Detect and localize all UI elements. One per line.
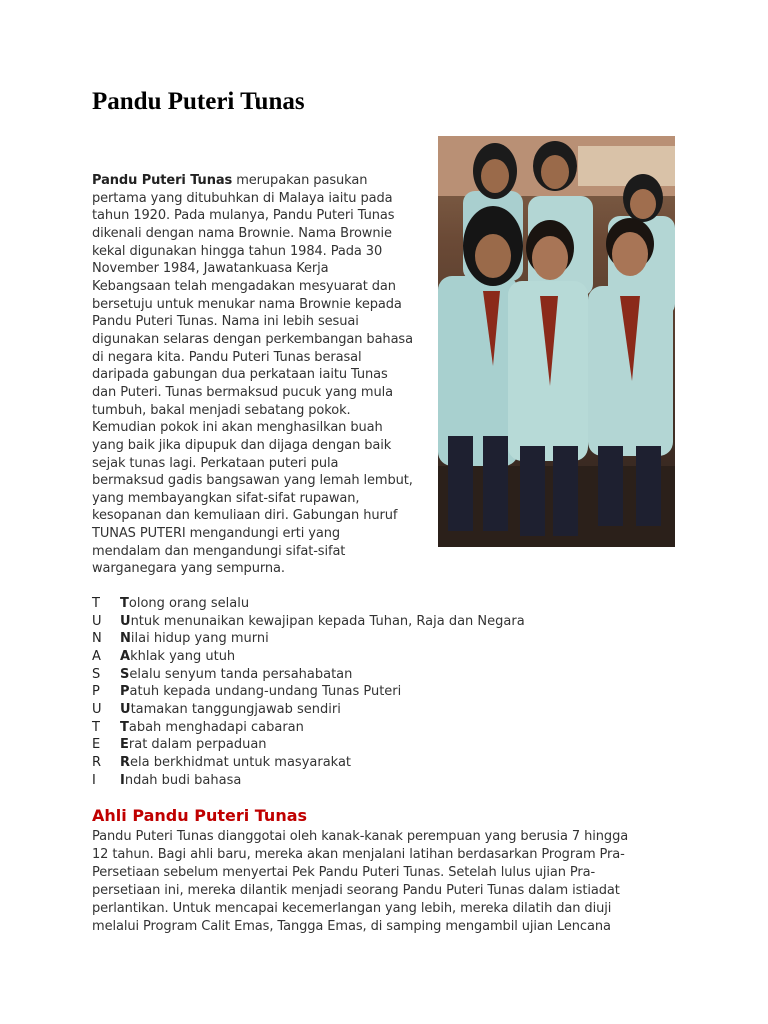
acrostic-initial: I	[120, 772, 125, 788]
acrostic-phrase	[120, 630, 269, 648]
acrostic-initial: T	[120, 596, 129, 611]
acrostic-letter: U	[92, 613, 102, 629]
section-line: perlantikan. Untuk mencapai kecemerlangan yang lebih, mereka dilatih dan diuji	[92, 901, 612, 916]
acrostic-rest: olong orang selalu	[128, 596, 250, 611]
acrostic-item	[92, 630, 525, 648]
intro-first-line-text: merupakan pasukan	[232, 173, 368, 188]
acrostic-item	[92, 754, 525, 772]
intro-line: daripada gabungan dua perkataan iaitu Tunas	[92, 367, 388, 383]
acrostic-letter: E	[92, 737, 101, 753]
intro-first-line	[92, 172, 413, 190]
acrostic-rest: elalu senyum tanda persahabatan	[129, 666, 353, 682]
acrostic-phrase	[120, 701, 341, 719]
acrostic-phrase	[120, 666, 352, 684]
acrostic-initial: N	[120, 631, 131, 647]
acrostic-phrase	[120, 683, 401, 701]
intro-line: TUNAS PUTERI mengandungi erti yang	[92, 526, 340, 542]
section-line: persetiaan ini, mereka dilantik menjadi seorang Pandu Puteri Tunas dalam istiadat	[92, 883, 620, 898]
intro-line: digunakan selaras dengan perkembangan bahasa	[92, 331, 413, 347]
group-photo	[438, 136, 675, 547]
acrostic-initial: T	[120, 719, 129, 735]
acrostic-phrase	[120, 595, 249, 613]
intro-line: mendalam dan mengandungi sifat-sifat	[92, 543, 346, 559]
section-line: melalui Program Calit Emas, Tangga Emas, di samping mengambil ujian Lencana	[92, 919, 611, 934]
acrostic-letter: N	[92, 631, 102, 647]
acrostic-rest: ilai hidup yang murni	[130, 631, 269, 647]
section-line: Pandu Puteri Tunas dianggotai oleh kanak-kanak perempuan yang berusia 7 hingga	[92, 829, 629, 844]
acrostic-item	[92, 683, 525, 701]
acrostic-initial: S	[120, 666, 130, 682]
intro-line: kekal digunakan hingga tahun 1984. Pada 30	[92, 243, 383, 259]
acrostic-initial: R	[120, 754, 131, 770]
acrostic-list	[92, 595, 525, 789]
acrostic-item	[92, 613, 525, 631]
acrostic-rest: ela berkhidmat untuk masyarakat	[130, 754, 352, 770]
intro-line: dan Puteri. Tunas bermaksud pucuk yang mula	[92, 384, 393, 400]
acrostic-item	[92, 648, 525, 666]
intro-line: Pandu Puteri Tunas. Nama ini lebih sesuai	[92, 314, 359, 330]
acrostic-phrase	[120, 772, 241, 790]
intro-line: yang membayangkan sifat-sifat rupawan,	[92, 490, 360, 506]
acrostic-item	[92, 666, 525, 684]
section-line: 12 tahun. Bagi ahli baru, mereka akan menjalani latihan berdasarkan Program Pra-	[92, 847, 625, 862]
intro-bold-lead: Pandu Puteri Tunas	[92, 173, 233, 188]
section-heading: Ahli Pandu Puteri Tunas	[92, 806, 308, 825]
intro-line: kesopanan dan kemuliaan diri. Gabungan huruf	[92, 508, 398, 524]
acrostic-rest: rat dalam perpaduan	[128, 737, 267, 753]
acrostic-initial: P	[120, 684, 130, 700]
acrostic-letter: P	[92, 684, 100, 700]
section-paragraph	[92, 828, 628, 936]
intro-line: November 1984, Jawatankuasa Kerja	[92, 261, 329, 277]
acrostic-item	[92, 595, 525, 613]
intro-line: bersetuju untuk menukar nama Brownie kepada	[92, 296, 402, 312]
intro-line: Kebangsaan telah mengadakan mesyuarat dan	[92, 278, 396, 294]
acrostic-item	[92, 772, 525, 790]
acrostic-rest: atuh kepada undang-undang Tunas Puteri	[129, 684, 402, 700]
acrostic-phrase	[120, 736, 267, 754]
acrostic-letter: S	[92, 666, 101, 682]
acrostic-rest: abah menghadapi cabaran	[128, 719, 304, 735]
acrostic-rest: khlak yang utuh	[130, 648, 236, 664]
intro-line: Kemudian pokok ini akan menghasilkan buah	[92, 420, 383, 436]
intro-line: tumbuh, bakal menjadi sebatang pokok.	[92, 402, 351, 418]
acrostic-letter: R	[92, 754, 102, 770]
acrostic-letter: T	[92, 596, 100, 611]
acrostic-letter: T	[92, 719, 100, 735]
acrostic-initial: A	[120, 648, 131, 664]
acrostic-rest: ntuk menunaikan kewajipan kepada Tuhan, Raja dan Negara	[130, 613, 525, 629]
group-photo-illustration	[438, 136, 675, 547]
intro-line: pertama yang ditubuhkan di Malaya iaitu pada	[92, 190, 393, 206]
acrostic-phrase	[120, 648, 235, 666]
intro-line: tahun 1920. Pada mulanya, Pandu Puteri Tunas	[92, 208, 395, 224]
intro-line: warganegara yang sempurna.	[92, 561, 285, 577]
acrostic-initial: E	[120, 737, 129, 753]
acrostic-letter: U	[92, 701, 102, 717]
acrostic-phrase	[120, 754, 351, 772]
intro-line: di negara kita. Pandu Puteri Tunas berasal	[92, 349, 362, 365]
acrostic-item	[92, 701, 525, 719]
acrostic-initial: U	[120, 613, 131, 629]
acrostic-phrase	[120, 613, 525, 631]
acrostic-rest: ndah budi bahasa	[124, 772, 242, 788]
acrostic-letter: A	[92, 648, 101, 664]
intro-paragraph	[92, 172, 413, 578]
page-title: Pandu Puteri Tunas	[92, 88, 305, 115]
intro-line: sejak tunas lagi. Perkataan puteri pula	[92, 455, 339, 471]
intro-line: dikenali dengan nama Brownie. Nama Brownie	[92, 225, 392, 241]
acrostic-letter: I	[92, 772, 96, 788]
intro-line: yang baik jika dipupuk dan dijaga dengan baik	[92, 437, 392, 453]
intro-line: bermaksud gadis bangsawan yang lemah lembut,	[92, 473, 413, 489]
acrostic-phrase	[120, 719, 304, 737]
acrostic-item	[92, 736, 525, 754]
section-line: Persetiaan sebelum menyertai Pek Pandu Puteri Tunas. Setelah lulus ujian Pra-	[92, 865, 596, 880]
acrostic-item	[92, 719, 525, 737]
acrostic-initial: U	[120, 701, 131, 717]
acrostic-rest: tamakan tanggungjawab sendiri	[130, 701, 341, 717]
